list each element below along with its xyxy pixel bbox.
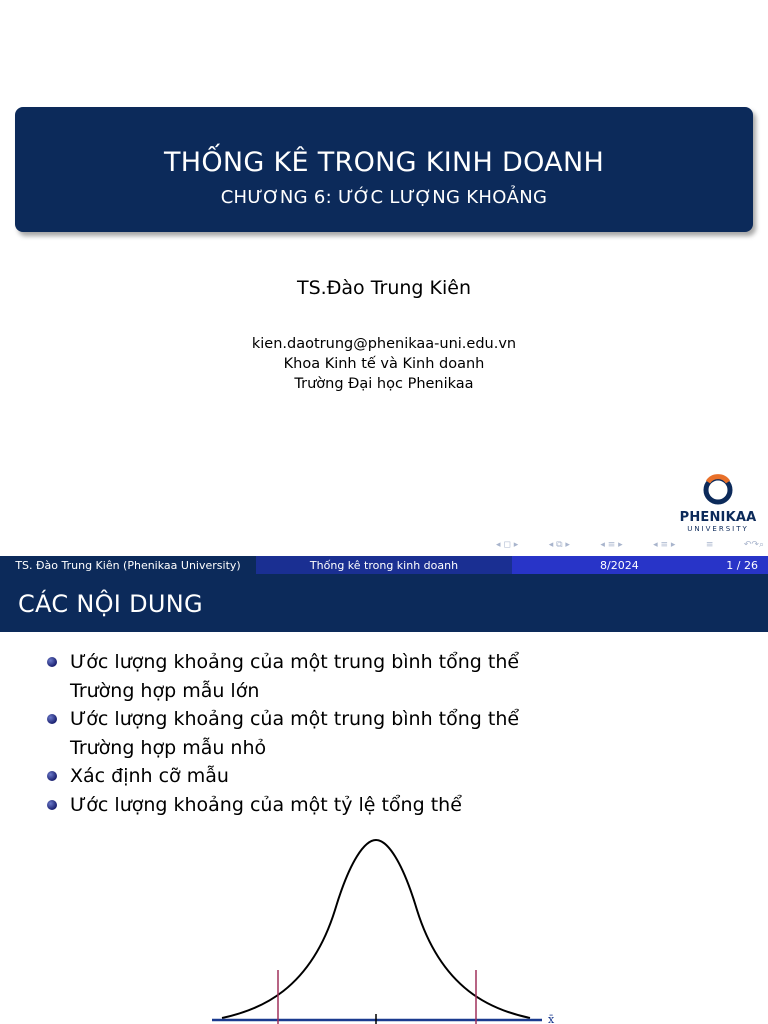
presentation-title: THỐNG KÊ TRONG KINH DOANH xyxy=(163,147,605,178)
footer-date: 8/2024 xyxy=(600,558,639,572)
frame-header xyxy=(0,574,768,632)
author-school: Trường Đại học Phenikaa xyxy=(294,376,474,392)
bullet-icon xyxy=(47,800,57,810)
list-item: Ước lượng khoảng của một trung bình tổng thể xyxy=(46,705,519,734)
list-item: Xác định cỡ mẫu xyxy=(46,762,519,791)
contents-list xyxy=(46,648,519,819)
beamer-navigation xyxy=(496,538,764,552)
presentation-subtitle: CHƯƠNG 6: ƯỚC LƯỢNG KHOẢNG xyxy=(220,187,548,208)
search-icon[interactable]: ↶↷⌕ xyxy=(743,540,764,550)
bullet-icon xyxy=(47,657,57,667)
footer-page: 1 / 26 xyxy=(726,558,758,572)
author-email: kien.daotrung@phenikaa-uni.edu.vn xyxy=(251,336,517,352)
axis-label: x̄ xyxy=(548,1013,555,1024)
logo-emblem-icon xyxy=(702,474,734,506)
bullet-icon xyxy=(47,771,57,781)
footer-title: Thống kê trong kinh doanh xyxy=(256,556,512,574)
university-logo xyxy=(672,474,764,536)
logo-subtext: UNIVERSITY xyxy=(687,525,749,533)
list-item-continuation: Trường hợp mẫu nhỏ xyxy=(70,736,267,759)
list-item: Ước lượng khoảng của một trung bình tổng thể xyxy=(46,648,519,677)
author-info xyxy=(0,334,768,394)
nav-prev-icon[interactable]: ◂ ◻ ▸ xyxy=(496,540,519,550)
footer-right xyxy=(512,556,768,574)
footer-bar xyxy=(0,556,768,574)
list-item-continuation: Trường hợp mẫu lớn xyxy=(70,679,260,702)
author-name: TS.Đào Trung Kiên xyxy=(296,277,471,299)
bell-curve xyxy=(222,840,530,1018)
frame-title: CÁC NỘI DUNG xyxy=(18,590,203,618)
logo-name: PHENIKAA xyxy=(679,510,757,525)
author-faculty: Khoa Kinh tế và Kinh doanh xyxy=(283,356,485,372)
frame-icon[interactable]: ◂ ⧉ ▸ xyxy=(548,540,570,550)
align-icon[interactable]: ≡ xyxy=(705,540,714,550)
subsection-icon[interactable]: ◂ ≡ ▸ xyxy=(600,540,623,550)
title-block xyxy=(15,107,753,232)
bullet-icon xyxy=(47,714,57,724)
normal-distribution-figure xyxy=(200,830,568,1024)
list-item: Ước lượng khoảng của một tỷ lệ tổng thể xyxy=(46,791,519,820)
section-icon[interactable]: ◂ ≡ ▸ xyxy=(653,540,676,550)
footer-author: TS. Đào Trung Kiên (Phenikaa University) xyxy=(0,556,256,574)
